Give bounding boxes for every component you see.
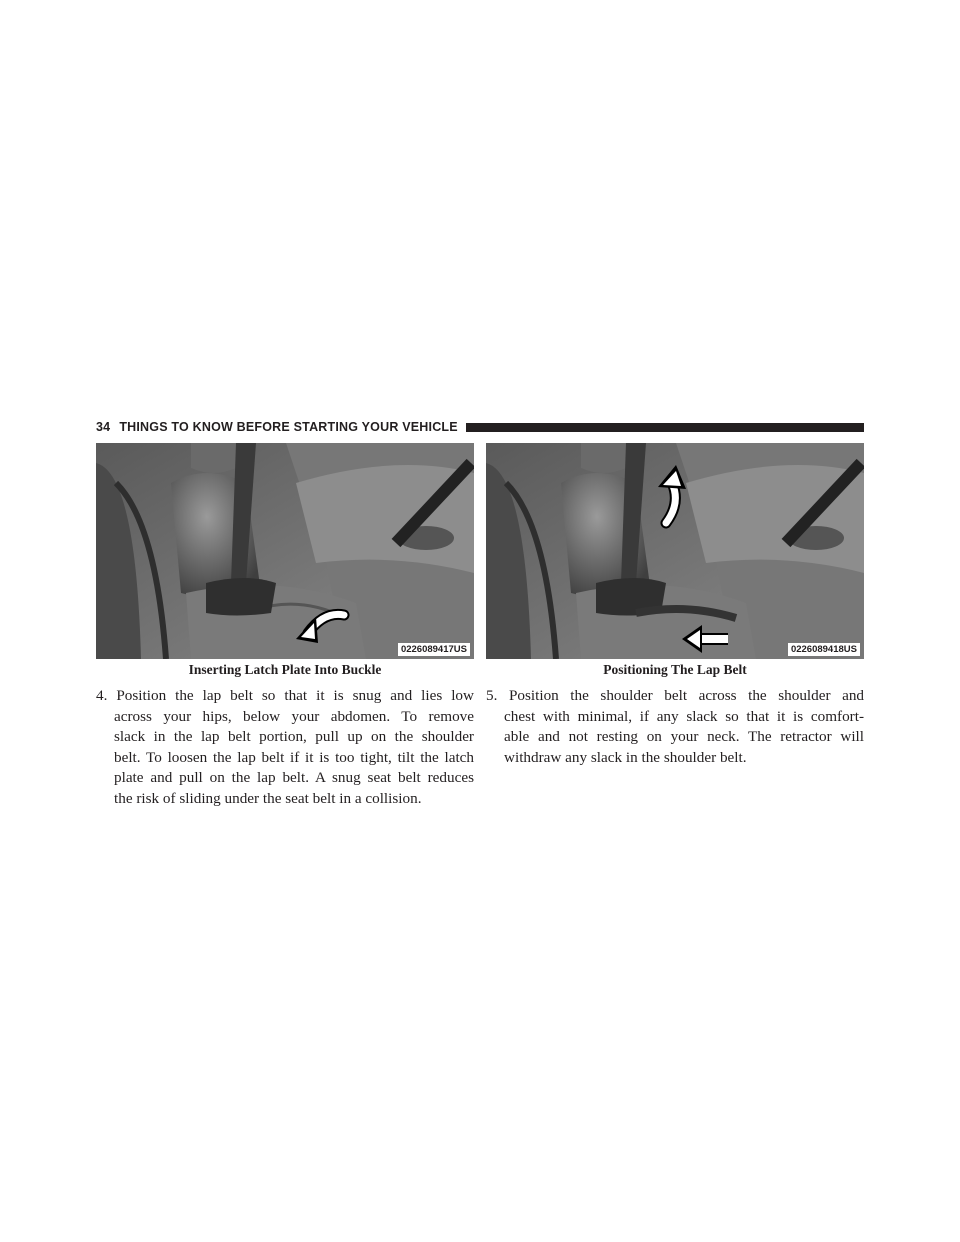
step-5-text (486, 686, 864, 768)
step-line: slack in the lap belt portion, pull up on the shoulder (114, 728, 474, 746)
step-4-text (96, 686, 474, 810)
figure-code: 0226089417US (398, 643, 470, 656)
step-line: across your hips, below your abdomen. To remove (114, 707, 474, 725)
step-line: belt. To loosen the lap belt if it is too tight, tilt the latch (114, 748, 474, 766)
step-line: plate and pull on the lap belt. A snug seat belt reduces (114, 769, 474, 787)
step-line: Position the shoulder belt across the shoulder and (508, 687, 865, 704)
figure-caption: Positioning The Lap Belt (603, 662, 747, 677)
section-title: THINGS TO KNOW BEFORE STARTING YOUR VEHICLE (119, 420, 458, 434)
step-number: 5. (486, 687, 498, 704)
step-line: chest with minimal, if any slack so that it is comfort- (504, 707, 864, 725)
step-line: Position the lap belt so that it is snug and lies low (116, 687, 474, 704)
step-number: 4. (96, 687, 108, 704)
page-header (96, 418, 864, 436)
page-number: 34 (96, 420, 111, 434)
car-seat-illustration (486, 443, 864, 659)
step-line: able and not resting on your neck. The retractor will (504, 728, 864, 746)
car-seat-illustration (96, 443, 474, 659)
figure-inserting-latch-plate (96, 443, 474, 659)
figure-caption: Inserting Latch Plate Into Buckle (188, 662, 382, 677)
figure-code: 0226089418US (788, 643, 860, 656)
header-rule (466, 423, 864, 432)
step-line: the risk of sliding under the seat belt in a collision. (114, 789, 422, 807)
figure-positioning-lap-belt (486, 443, 864, 659)
step-line: withdraw any slack in the shoulder belt. (504, 748, 747, 766)
